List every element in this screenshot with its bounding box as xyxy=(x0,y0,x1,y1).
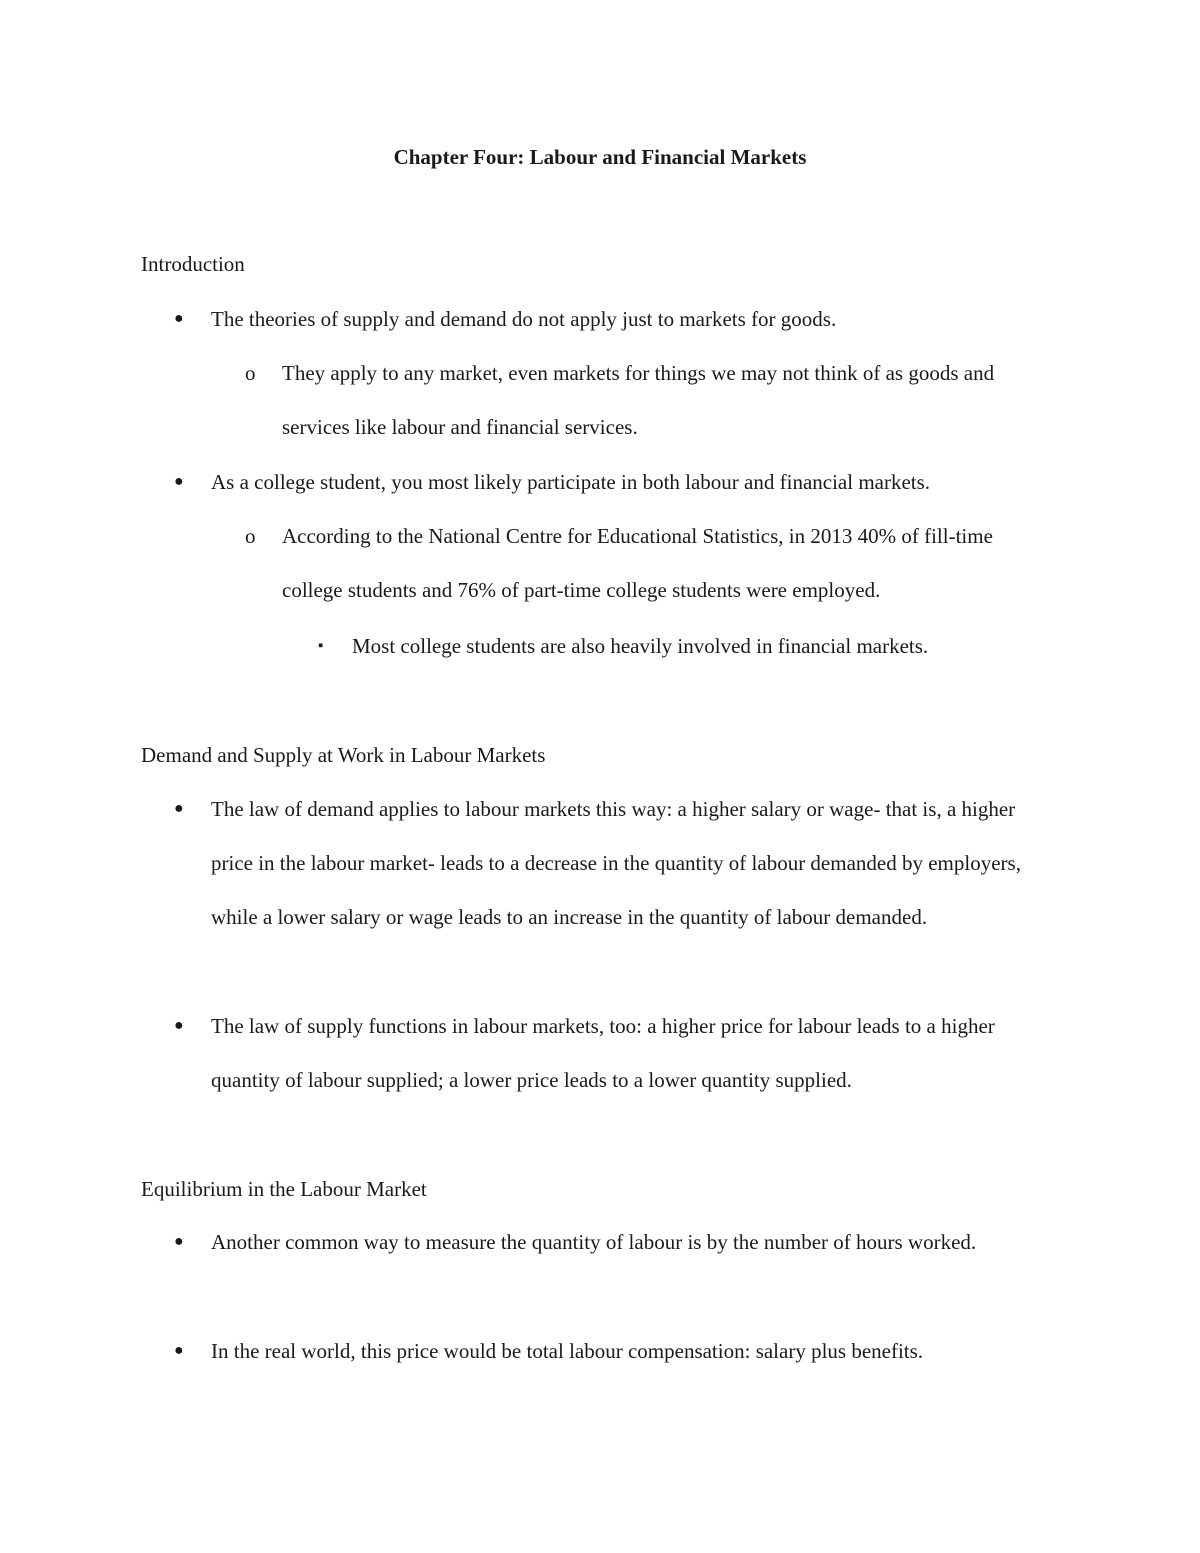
list-item xyxy=(245,346,1052,454)
bullet-icon: ● xyxy=(174,1017,184,1034)
hollow-bullet-icon: o xyxy=(245,524,256,548)
list-item-text: As a college student, you most likely participate in both labour and financial markets. xyxy=(211,470,931,494)
list-item-text: They apply to any market, even markets for things we may not think of as goods and services like labour and financial services. xyxy=(282,361,995,439)
list-item xyxy=(174,1215,1011,1269)
list-item xyxy=(174,999,1041,1107)
bullet-icon: ● xyxy=(174,310,184,327)
list-item-text: The law of demand applies to labour markets this way: a higher salary or wage- that is, a higher price in the labour market- leads to a decrease in the quantity of labour demanded by employers, while a lower salary or wage leads to an increase in the quantity of labour demanded. xyxy=(211,797,1021,929)
bullet-icon: ● xyxy=(174,800,184,817)
bullet-icon: ● xyxy=(174,473,184,490)
bullet-icon: ● xyxy=(174,1233,184,1250)
bullet-icon: ● xyxy=(174,1342,184,1359)
list-item xyxy=(174,782,1056,944)
section-heading-introduction: Introduction xyxy=(141,252,245,276)
square-bullet-icon: ▪ xyxy=(318,638,324,654)
list-item xyxy=(245,509,1042,617)
list-item-text: The theories of supply and demand do not apply just to markets for goods. xyxy=(211,307,837,331)
list-item xyxy=(174,292,1061,346)
section-heading-equilibrium: Equilibrium in the Labour Market xyxy=(141,1177,427,1201)
hollow-bullet-icon: o xyxy=(245,361,256,385)
list-item xyxy=(318,619,1062,673)
list-item xyxy=(174,1324,1061,1378)
list-item-text: Another common way to measure the quantity of labour is by the number of hours worked. xyxy=(211,1230,977,1254)
list-item-text: According to the National Centre for Educational Statistics, in 2013 40% of fill-time college students and 76% of part-time college students were employed. xyxy=(282,524,993,602)
list-item-text: In the real world, this price would be total labour compensation: salary plus benefits. xyxy=(211,1339,924,1363)
page-title: Chapter Four: Labour and Financial Markets xyxy=(393,145,807,169)
section-heading-demand-supply: Demand and Supply at Work in Labour Markets xyxy=(141,743,546,767)
list-item-text: The law of supply functions in labour markets, too: a higher price for labour leads to a higher quantity of labour supplied; a lower price leads to a lower quantity supplied. xyxy=(211,1014,995,1092)
list-item xyxy=(174,455,1061,509)
list-item-text: Most college students are also heavily involved in financial markets. xyxy=(352,634,929,658)
